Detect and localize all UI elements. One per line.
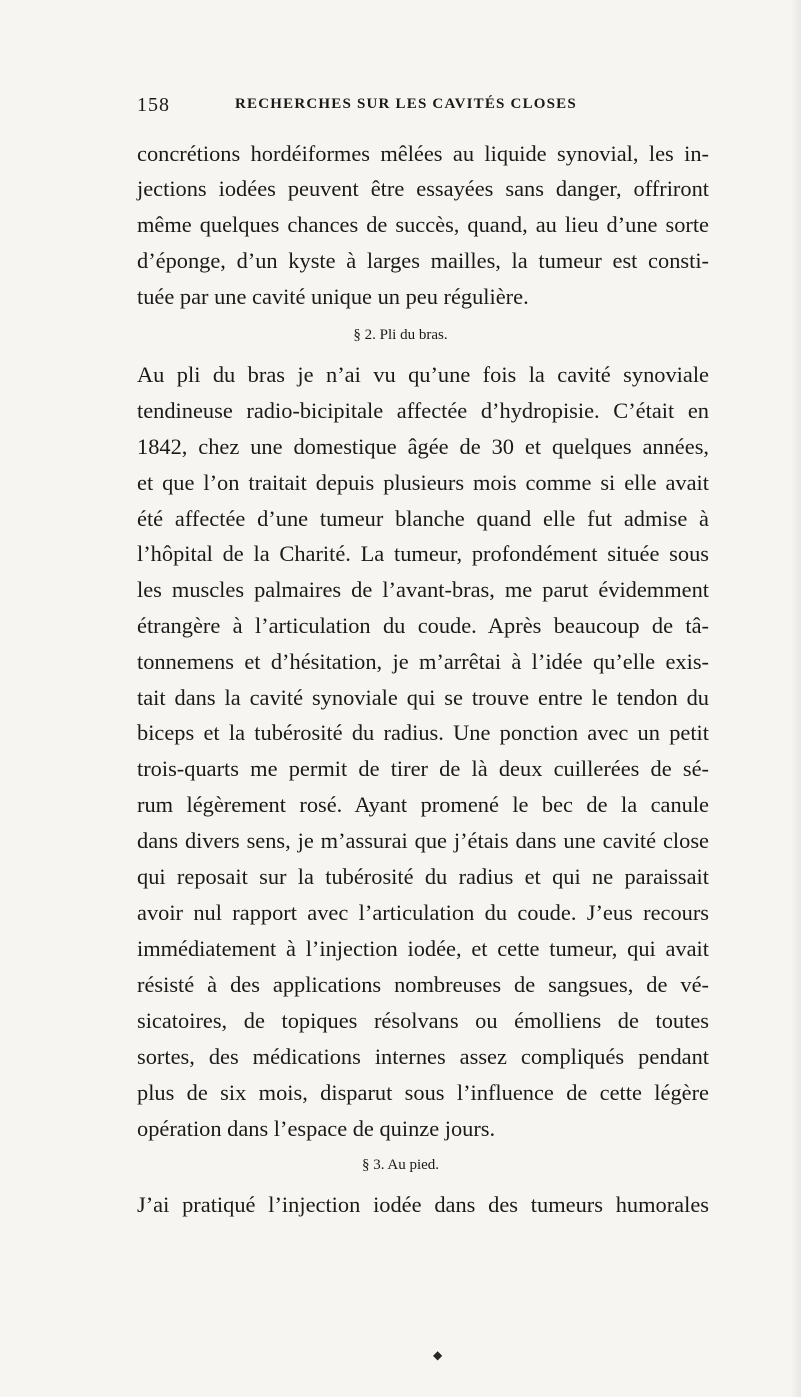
section-heading: § 3. Au pied. bbox=[361, 1157, 440, 1173]
text-line: l’hôpital de la Charité. La tumeur, profondément située sous bbox=[137, 541, 709, 566]
text-line: résisté à des applications nombreuses de sangsues, de vé- bbox=[137, 972, 709, 997]
text-line: été affectée d’une tumeur blanche quand elle fut admise à bbox=[137, 506, 709, 531]
text-line: sicatoires, de topiques résolvans ou émolliens de toutes bbox=[137, 1008, 709, 1033]
text-line: tuée par une cavité unique un peu régulière. bbox=[137, 284, 529, 309]
running-title: RECHERCHES SUR LES CAVITÉS CLOSES bbox=[235, 96, 577, 112]
text-line: rum légèrement rosé. Ayant promené le bec de la canule bbox=[137, 792, 709, 817]
printer-mark: ◆ bbox=[433, 1348, 443, 1362]
text-line: concrétions hordéiformes mêlées au liquide synovial, les in- bbox=[137, 141, 709, 166]
text-line: trois-quarts me permit de tirer de là deux cuillerées de sé- bbox=[137, 756, 709, 781]
text-line: tendineuse radio-bicipitale affectée d’hydropisie. C’était en bbox=[137, 398, 709, 423]
text-line: d’éponge, d’un kyste à larges mailles, la tumeur est consti- bbox=[137, 248, 709, 273]
text-line: qui reposait sur la tubérosité du radius et qui ne paraissait bbox=[137, 864, 709, 889]
text-line: avoir nul rapport avec l’articulation du coude. J’eus recours bbox=[137, 900, 709, 925]
page-number: 158 bbox=[137, 94, 170, 116]
text-line: J’ai pratiqué l’injection iodée dans des tumeurs humorales bbox=[137, 1192, 709, 1217]
text-line: sortes, des médications internes assez compliqués pendant bbox=[137, 1044, 709, 1069]
text-line: opération dans l’espace de quinze jours. bbox=[137, 1116, 496, 1141]
text-line: plus de six mois, disparut sous l’influence de cette légère bbox=[137, 1080, 709, 1105]
running-header bbox=[137, 94, 697, 118]
text-line: et que l’on traitait depuis plusieurs mois comme si elle avait bbox=[137, 470, 709, 495]
text-line: biceps et la tubérosité du radius. Une ponction avec un petit bbox=[137, 720, 709, 745]
text-line: même quelques chances de succès, quand, au lieu d’une sorte bbox=[137, 212, 709, 237]
text-line: Au pli du bras je n’ai vu qu’une fois la cavité synoviale bbox=[137, 362, 709, 387]
text-line: étrangère à l’articulation du coude. Après beaucoup de tâ- bbox=[137, 613, 709, 638]
text-line: tonnemens et d’hésitation, je m’arrêtai à l’idée qu’elle exis- bbox=[137, 649, 709, 674]
text-line: tait dans la cavité synoviale qui se trouve entre le tendon du bbox=[137, 685, 709, 710]
text-line: 1842, chez une domestique âgée de 30 et quelques années, bbox=[137, 434, 709, 459]
text-line: jections iodées peuvent être essayées sans danger, offriront bbox=[137, 176, 709, 201]
section-heading: § 2. Pli du bras. bbox=[353, 327, 448, 343]
page-edge-shadow bbox=[791, 0, 801, 1397]
text-line: immédiatement à l’injection iodée, et cette tumeur, qui avait bbox=[137, 936, 709, 961]
text-line: les muscles palmaires de l’avant-bras, me parut évidemment bbox=[137, 577, 709, 602]
text-line: dans divers sens, je m’assurai que j’étais dans une cavité close bbox=[137, 828, 709, 853]
